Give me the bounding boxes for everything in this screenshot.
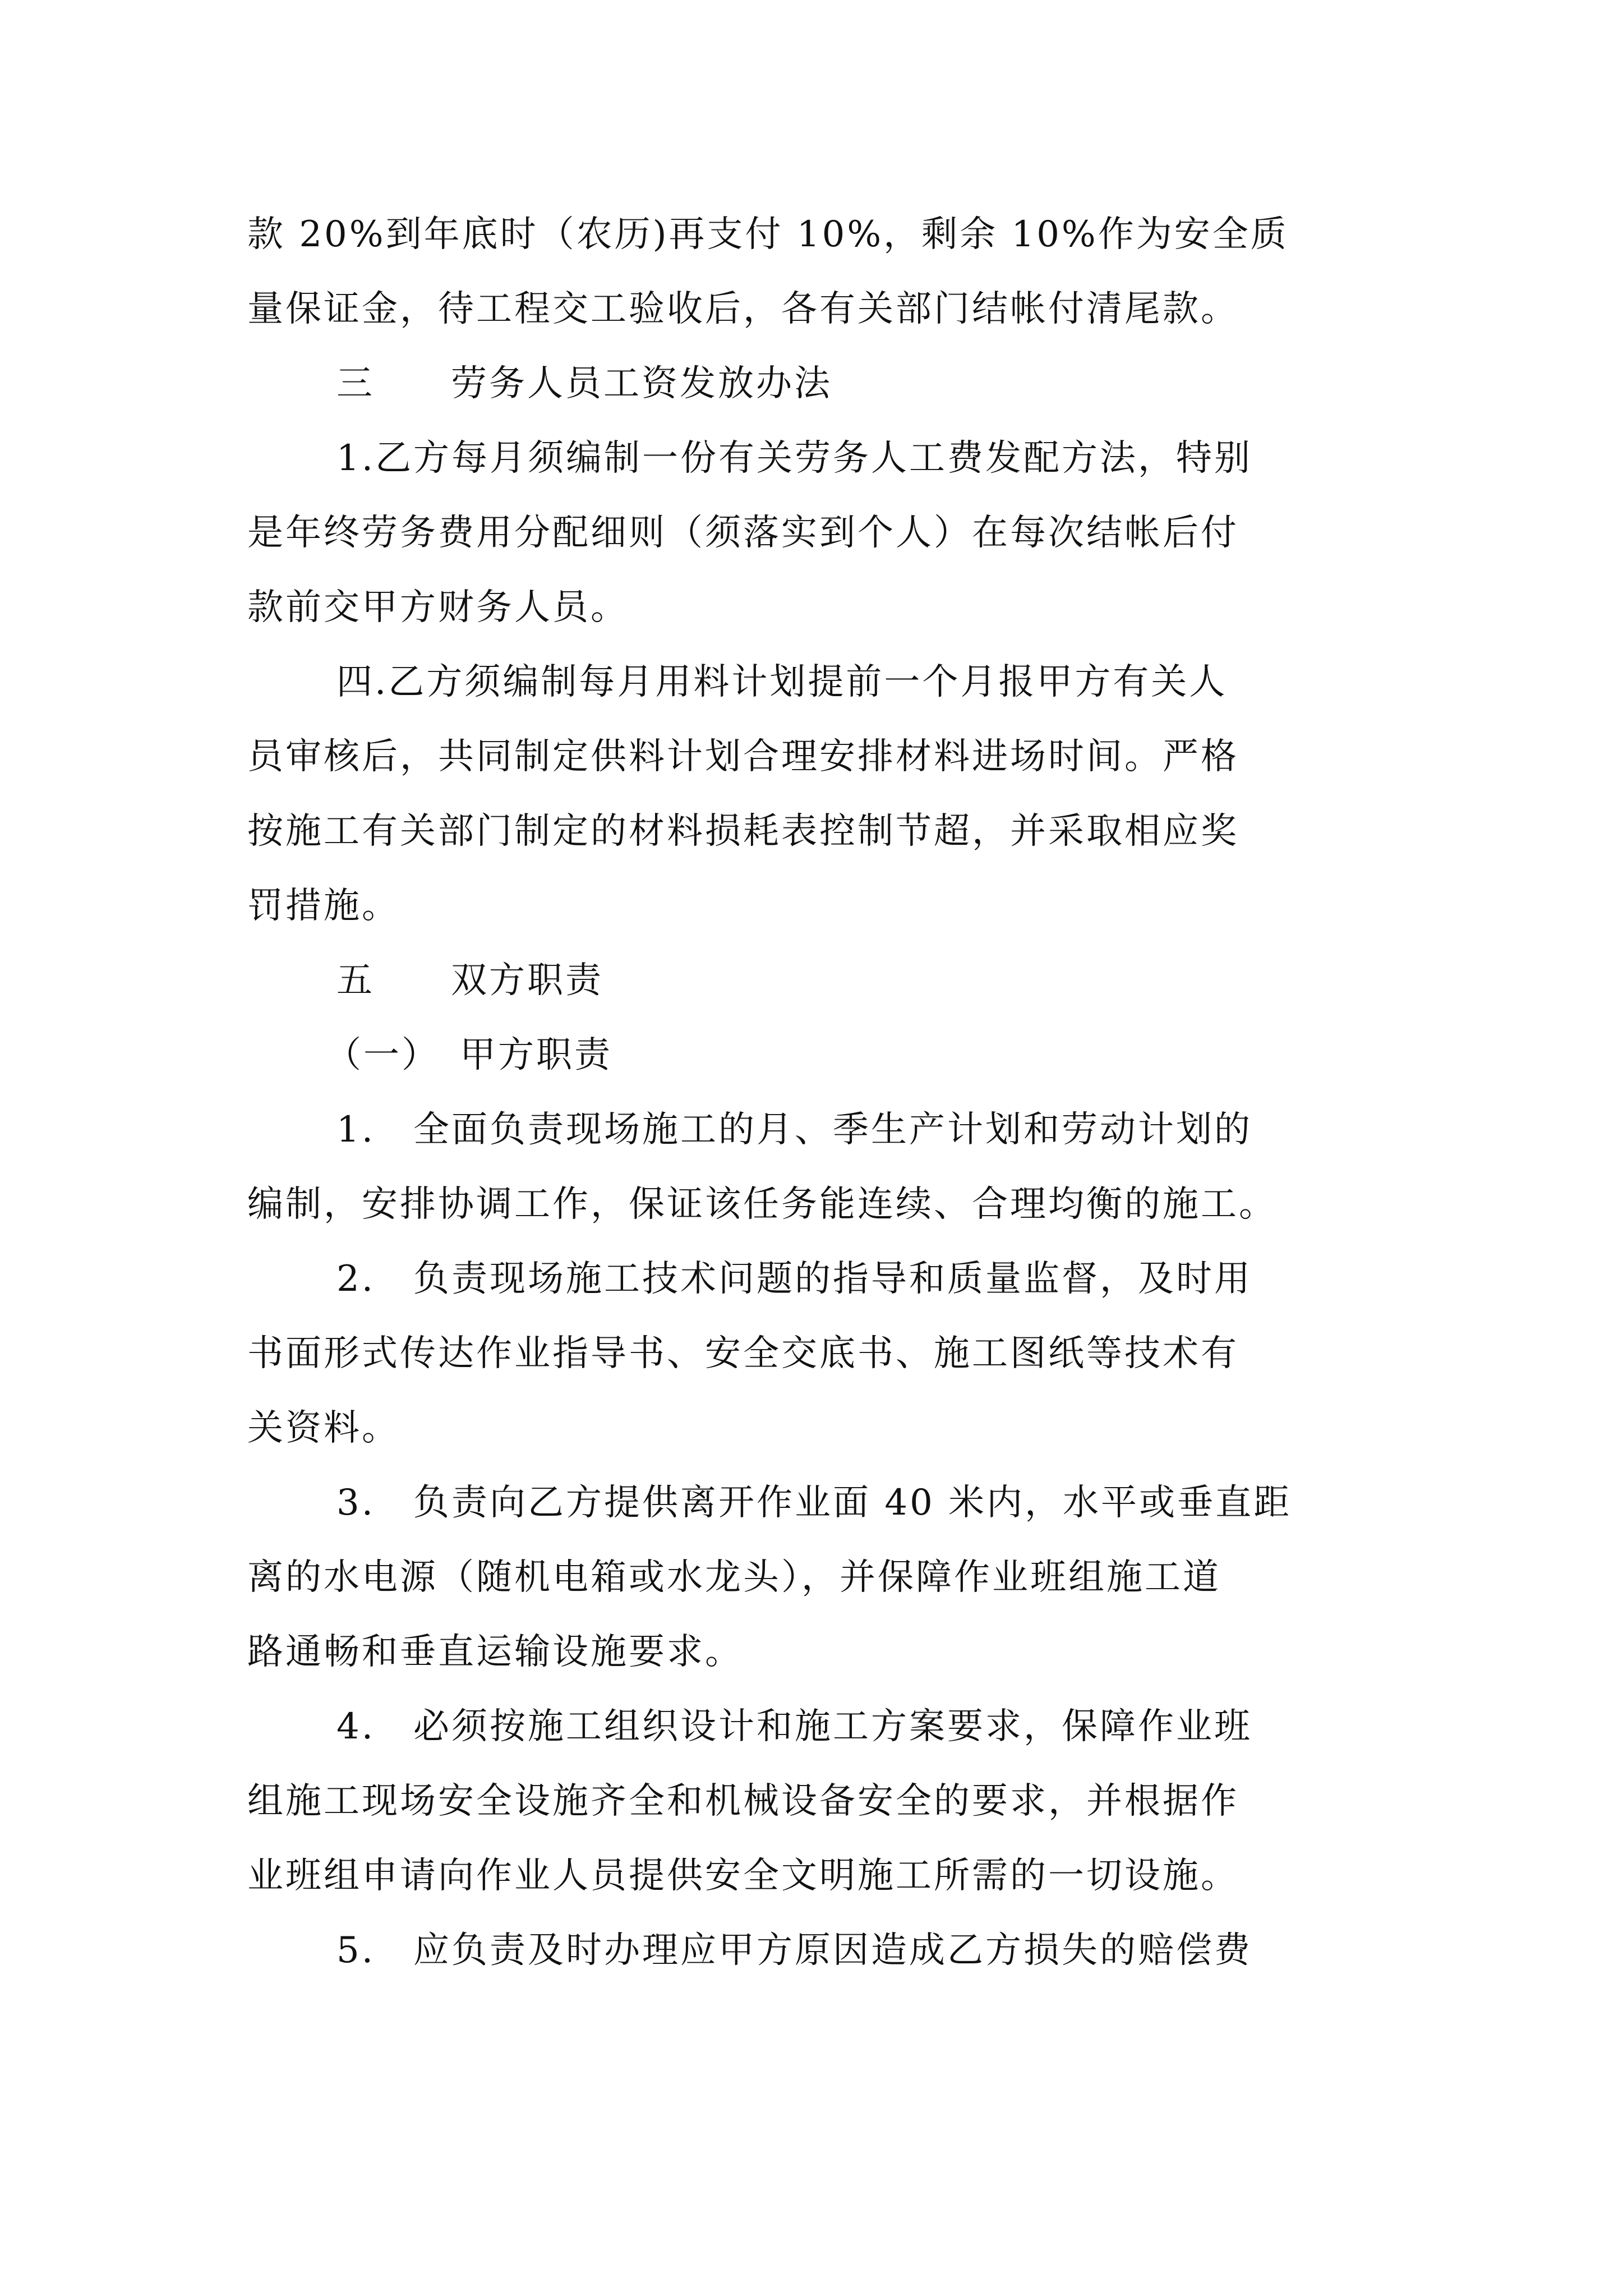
text-line: 5. 应负责及时办理应甲方原因造成乙方损失的赔偿费: [336, 1930, 1253, 1971]
text-line: 是年终劳务费用分配细则（须落实到个人）在每次结帐后付: [247, 512, 1239, 554]
section-heading: 五 双方职责: [336, 960, 603, 1001]
text-line: 组施工现场安全设施齐全和机械设备安全的要求，并根据作: [247, 1780, 1239, 1822]
text-line: 关资料。: [247, 1407, 400, 1449]
subsection-heading: （一） 甲方职责: [325, 1034, 612, 1076]
text-line: 员审核后，共同制定供料计划合理安排材料进场时间。严格: [247, 736, 1239, 777]
text-line: 编制，安排协调工作，保证该任务能连续、合理均衡的施工。: [247, 1184, 1277, 1225]
text-line: 离的水电源（随机电箱或水龙头），并保障作业班组施工道: [247, 1557, 1221, 1598]
text-line: 3. 负责向乙方提供离开作业面 40 米内，水平或垂直距: [336, 1482, 1292, 1524]
text-line: 4. 必须按施工组织设计和施工方案要求，保障作业班: [336, 1706, 1253, 1747]
section-heading: 三 劳务人员工资发放办法: [336, 363, 832, 404]
text-line: 款前交甲方财务人员。: [247, 587, 629, 628]
text-line: 路通畅和垂直运输设施要求。: [247, 1631, 743, 1673]
text-line: 1.乙方每月须编制一份有关劳务人工费发配方法，特别: [336, 438, 1253, 479]
text-line: 书面形式传达作业指导书、安全交底书、施工图纸等技术有: [247, 1333, 1239, 1374]
text-line: 四.乙方须编制每月用料计划提前一个月报甲方有关人: [336, 661, 1228, 703]
text-line: 按施工有关部门制定的材料损耗表控制节超，并采取相应奖: [247, 811, 1239, 852]
text-line: 业班组申请向作业人员提供安全文明施工所需的一切设施。: [247, 1855, 1239, 1897]
text-line: 1. 全面负责现场施工的月、季生产计划和劳动计划的: [336, 1109, 1253, 1151]
text-line: 量保证金，待工程交工验收后，各有关部门结帐付清尾款。: [247, 288, 1239, 330]
text-line: 款 20%到年底时（农历)再支付 10%，剩余 10%作为安全质: [247, 214, 1289, 255]
text-line: 罚措施。: [247, 885, 400, 927]
text-line: 2. 负责现场施工技术问题的指导和质量监督，及时用: [336, 1258, 1253, 1300]
